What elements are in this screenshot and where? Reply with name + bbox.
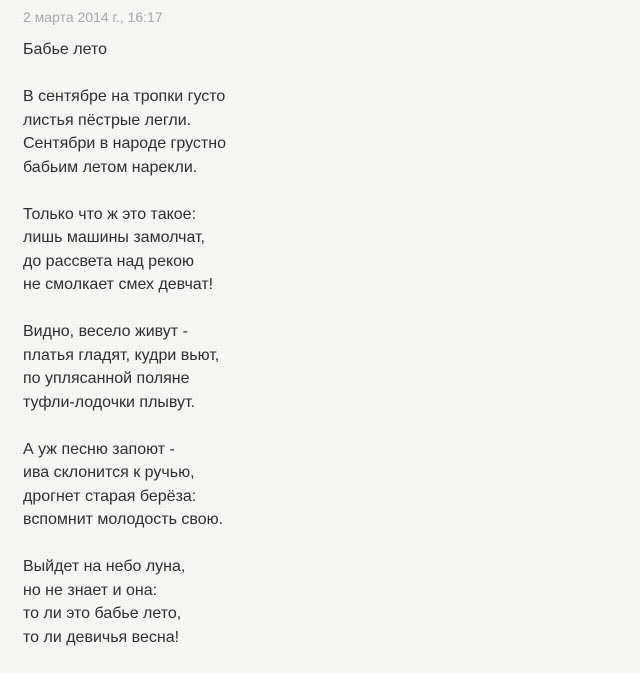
poem-line: бабьим летом нарекли. [23, 158, 198, 176]
stanza-4 [23, 438, 613, 532]
poem-line: вспомнит молодость свою. [23, 511, 224, 528]
poem-line: Сентябри в народе грустно [23, 135, 226, 152]
poem-line: дрогнет старая берёза: [23, 487, 197, 505]
stanza-3 [23, 320, 613, 414]
poem-line: Видно, весело живут - [23, 323, 188, 340]
poem-line: В сентябре на тропки густо [23, 88, 226, 105]
poem-line: ива склонится к ручью, [23, 464, 195, 481]
stanza-2 [23, 203, 613, 297]
poem-line: то ли девичья весна! [23, 628, 180, 646]
poem-line: Только что ж это такое: [23, 205, 197, 223]
poem-line: платья гладят, кудри вьют, [23, 346, 220, 364]
poem-line: по уплясанной поляне [23, 370, 190, 387]
stanza-5 [23, 555, 613, 649]
poem-line: не смолкает смех девчат! [23, 276, 214, 293]
poem-line: А уж песню запоют - [23, 440, 175, 458]
poem-line: но не знает и она: [23, 581, 158, 599]
note-title: Бабье лето [23, 41, 107, 58]
stanza-1 [23, 85, 613, 179]
poem-line: туфли-лодочки плывут. [23, 393, 196, 411]
note-body-text[interactable] [23, 38, 613, 673]
poem-line: листья пёстрые легли. [23, 111, 192, 129]
poem-line: лишь машины замолчат, [23, 229, 205, 246]
poem-line: до рассвета над рекою [23, 252, 195, 270]
poem-line: Выйдет на небо луна, [23, 558, 186, 575]
note-timestamp: 2 марта 2014 г., 16:17 [23, 9, 163, 25]
poem-line: то ли это бабье лето, [23, 605, 182, 622]
